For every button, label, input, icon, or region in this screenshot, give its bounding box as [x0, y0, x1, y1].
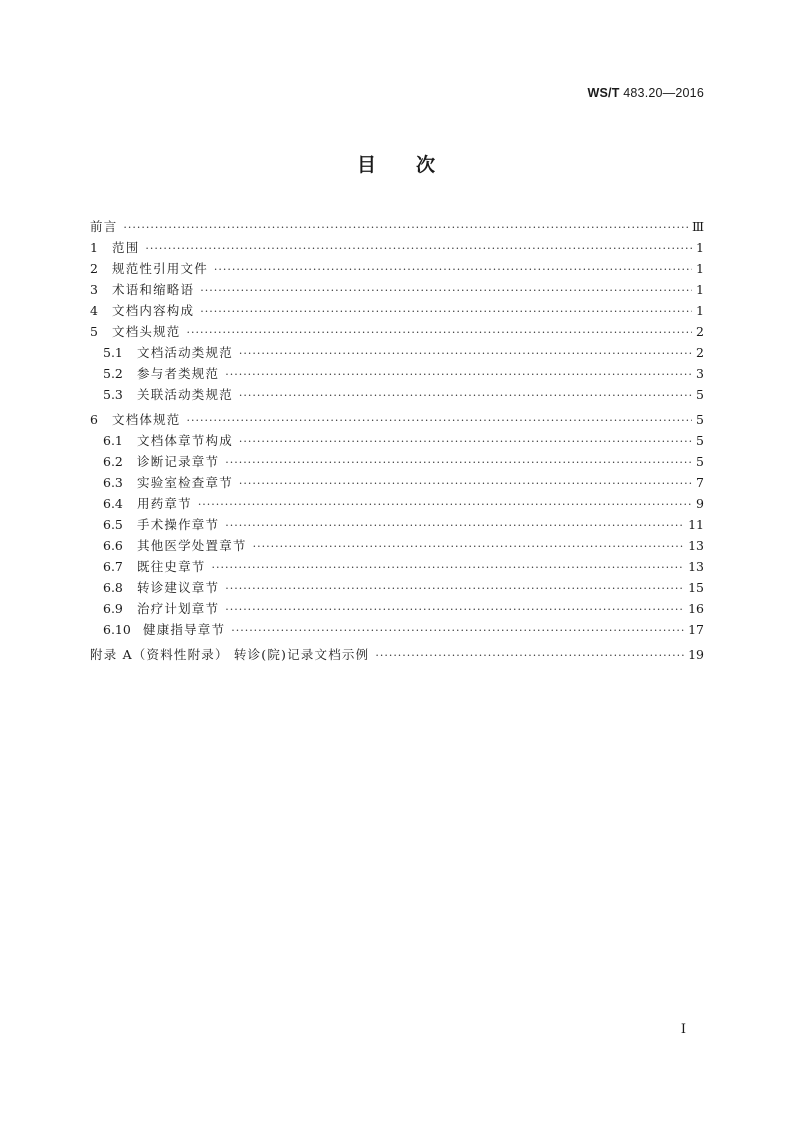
toc-dot-leader: [375, 645, 684, 666]
toc-entry-page: 15: [688, 580, 704, 595]
toc-entry[interactable]: [90, 451, 704, 472]
toc-entry[interactable]: [90, 342, 704, 363]
toc-dot-leader: [225, 578, 684, 599]
toc-entry[interactable]: [90, 216, 704, 237]
toc-entry-page: 1: [696, 261, 704, 276]
toc-entry-number: 6.3: [103, 475, 123, 490]
toc-dot-leader: [225, 452, 692, 473]
toc-entry[interactable]: [90, 279, 704, 300]
toc-entry-title: 前言: [90, 219, 118, 234]
toc-entry-title: 手术操作章节: [137, 517, 220, 532]
toc-entry-number: 5: [90, 324, 98, 339]
toc-entry-title: 既往史章节: [137, 559, 206, 574]
toc-entry-title: 转诊建议章节: [137, 580, 220, 595]
toc-dot-leader: [187, 322, 692, 343]
toc-entry-title: 文档头规范: [112, 324, 181, 339]
toc-entry-number: 6.10: [103, 622, 131, 637]
toc-entry-title: 规范性引用文件: [112, 261, 208, 276]
toc-entry-page: Ⅲ: [691, 219, 704, 234]
toc-dot-leader: [231, 620, 684, 641]
toc-entry-title: 附录 A（资料性附录） 转诊(院)记录文档示例: [90, 647, 370, 662]
toc-entry-title: 文档内容构成: [112, 303, 195, 318]
toc-entry-number: 6.7: [103, 559, 123, 574]
toc-entry-page: 13: [688, 559, 704, 574]
toc-entry-page: 11: [688, 517, 704, 532]
toc-entry-page: 5: [696, 454, 704, 469]
toc-entry-number: 1: [90, 240, 98, 255]
page-title: [0, 150, 794, 177]
standard-number: 483.20—2016: [623, 86, 704, 100]
toc-entry-title: 关联活动类规范: [137, 387, 233, 402]
toc-dot-leader: [225, 364, 692, 385]
table-of-contents: [90, 216, 704, 665]
toc-entry-page: 13: [688, 538, 704, 553]
toc-dot-leader: [239, 385, 692, 406]
toc-entry[interactable]: [90, 430, 704, 451]
title-char-left: 目: [356, 154, 378, 176]
toc-entry[interactable]: [90, 619, 704, 640]
toc-dot-leader: [198, 494, 692, 515]
toc-entry-title: 文档活动类规范: [137, 345, 233, 360]
toc-entry-title: 诊断记录章节: [137, 454, 220, 469]
toc-entry-page: 9: [696, 496, 704, 511]
toc-dot-leader: [253, 536, 684, 557]
toc-entry-number: 6.1: [103, 433, 123, 448]
toc-entry-title: 用药章节: [137, 496, 192, 511]
standard-prefix: WS/T: [587, 86, 620, 100]
toc-entry-page: 2: [696, 324, 704, 339]
toc-entry[interactable]: [90, 493, 704, 514]
page-number: Ⅰ: [680, 1022, 686, 1037]
toc-entry-title: 术语和缩略语: [112, 282, 195, 297]
toc-dot-leader: [214, 259, 692, 280]
toc-entry[interactable]: [90, 472, 704, 493]
toc-dot-leader: [187, 410, 692, 431]
toc-entry-number: 6.5: [103, 517, 123, 532]
toc-entry-number: 6.8: [103, 580, 123, 595]
toc-entry-title: 参与者类规范: [137, 366, 220, 381]
toc-entry-number: 2: [90, 261, 98, 276]
toc-entry-number: 6.4: [103, 496, 123, 511]
toc-entry[interactable]: [90, 384, 704, 405]
toc-entry-number: 4: [90, 303, 98, 318]
toc-entry-page: 2: [696, 345, 704, 360]
toc-dot-leader: [225, 515, 684, 536]
toc-entry[interactable]: [90, 363, 704, 384]
toc-entry-page: 16: [688, 601, 704, 616]
toc-dot-leader: [145, 238, 692, 259]
toc-entry-page: 1: [696, 282, 704, 297]
toc-entry-page: 19: [688, 647, 704, 662]
toc-dot-leader: [123, 217, 688, 238]
toc-entry-title: 文档体规范: [112, 412, 181, 427]
toc-entry-title: 文档体章节构成: [137, 433, 233, 448]
toc-entry[interactable]: [90, 577, 704, 598]
toc-entry-page: 17: [688, 622, 704, 637]
toc-entry-page: 1: [696, 303, 704, 318]
toc-entry-number: 5.3: [103, 387, 123, 402]
toc-entry-title: 健康指导章节: [143, 622, 226, 637]
toc-entry-number: 5.2: [103, 366, 123, 381]
toc-dot-leader: [200, 301, 692, 322]
toc-entry[interactable]: [90, 321, 704, 342]
toc-entry[interactable]: [90, 300, 704, 321]
toc-entry[interactable]: [90, 644, 704, 665]
toc-dot-leader: [225, 599, 684, 620]
toc-entry[interactable]: [90, 237, 704, 258]
toc-entry-page: 5: [696, 412, 704, 427]
toc-entry-number: 6.9: [103, 601, 123, 616]
toc-entry-number: 3: [90, 282, 98, 297]
toc-entry[interactable]: [90, 409, 704, 430]
toc-dot-leader: [239, 473, 692, 494]
toc-entry-number: 6.6: [103, 538, 123, 553]
toc-entry-page: 3: [696, 366, 704, 381]
toc-entry-number: 6.2: [103, 454, 123, 469]
toc-entry[interactable]: [90, 514, 704, 535]
toc-entry-page: 7: [696, 475, 704, 490]
toc-entry-title: 范围: [112, 240, 140, 255]
toc-entry[interactable]: [90, 535, 704, 556]
toc-dot-leader: [239, 431, 692, 452]
standard-code: [588, 86, 704, 100]
toc-entry-title: 治疗计划章节: [137, 601, 220, 616]
title-char-right: 次: [416, 154, 438, 176]
toc-entry-title: 实验室检查章节: [137, 475, 233, 490]
toc-dot-leader: [212, 557, 685, 578]
toc-entry-page: 1: [696, 240, 704, 255]
toc-entry-page: 5: [696, 433, 704, 448]
toc-entry-title: 其他医学处置章节: [137, 538, 247, 553]
toc-entry[interactable]: [90, 598, 704, 619]
toc-dot-leader: [239, 343, 692, 364]
toc-entry[interactable]: [90, 556, 704, 577]
toc-dot-leader: [200, 280, 692, 301]
toc-entry-page: 5: [696, 387, 704, 402]
toc-entry[interactable]: [90, 258, 704, 279]
toc-entry-number: 5.1: [103, 345, 123, 360]
toc-entry-number: 6: [90, 412, 98, 427]
